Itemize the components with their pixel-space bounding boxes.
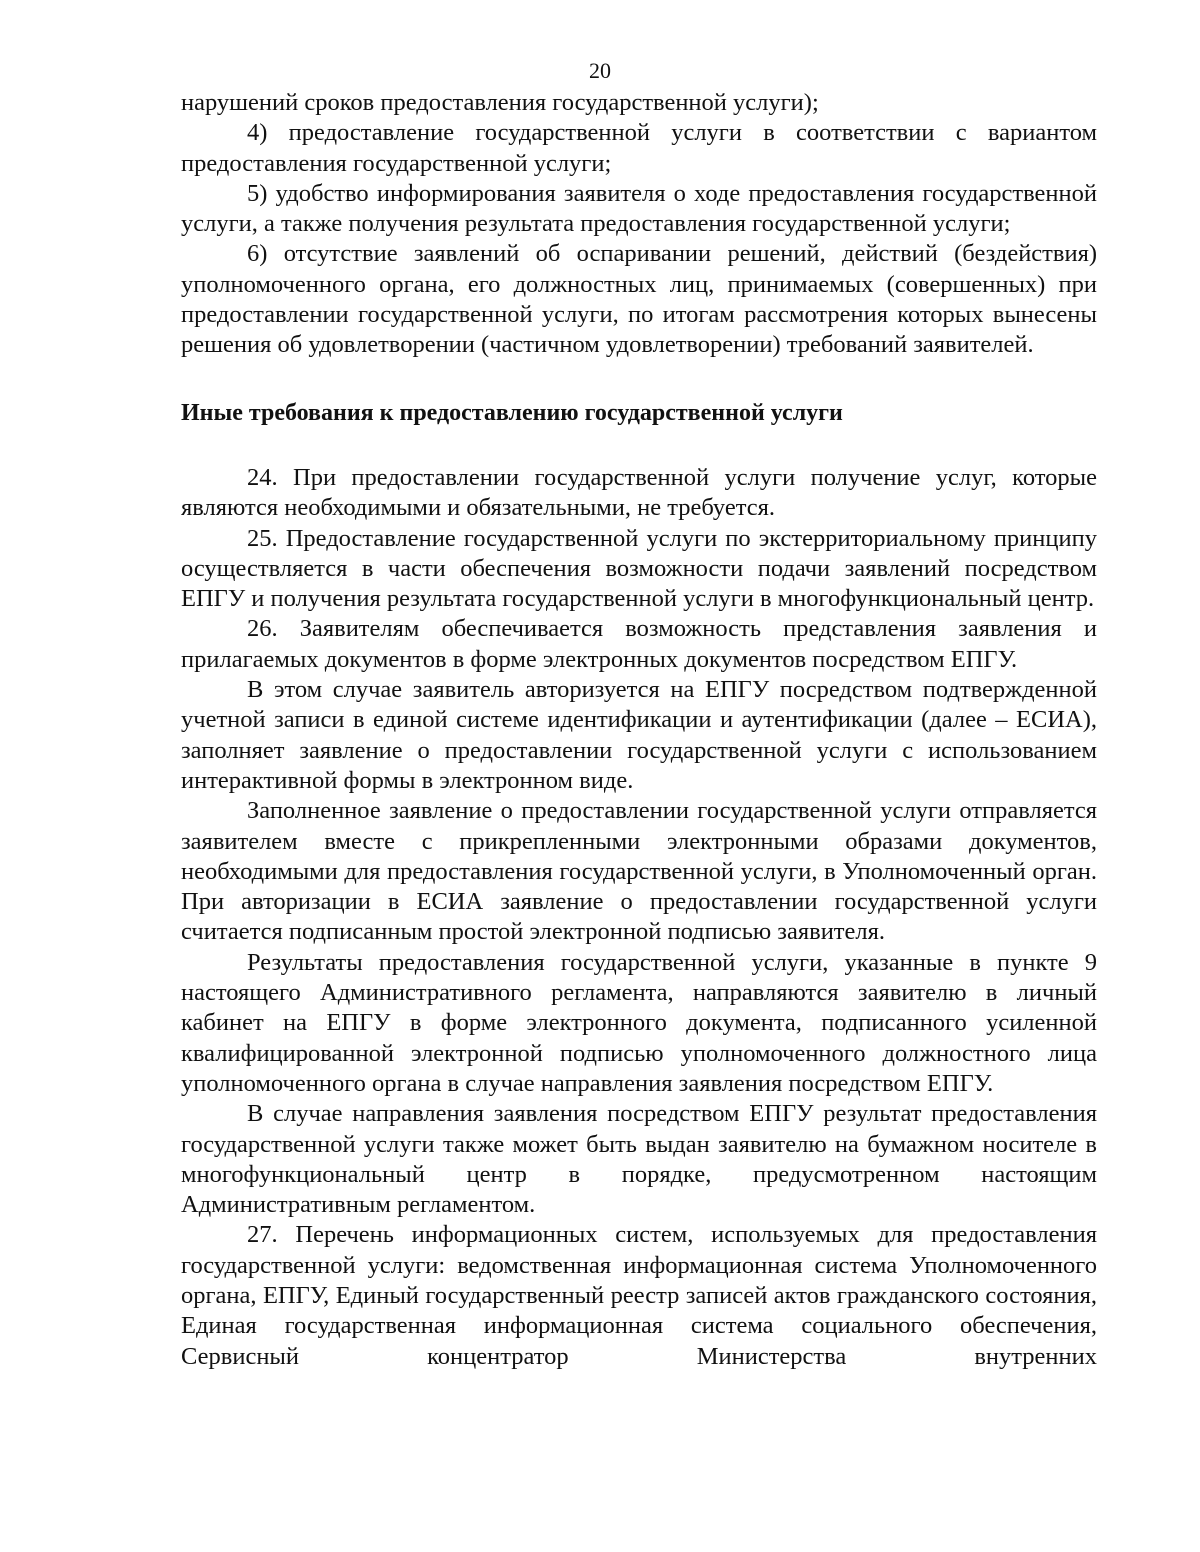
paragraph: нарушений сроков предоставления государственной услуги); (181, 89, 819, 116)
paragraph-continued: 27. Перечень информационных систем, используемых для предоставления государственной услуги: ведомственная информационная система Уполномоченного органа, ЕПГУ, Единый государственный реестр записей актов гражданского состояния, Единая государственная информационная система социального обеспечения, Сервисный концентратор Министерства внутренних (181, 1221, 1097, 1370)
paragraph: 5) удобство информирования заявителя о ходе предоставления государственной услуги, а также получения результата предоставления государственной услуги; (181, 179, 1097, 238)
paragraph: 25. Предоставление государственной услуги по экстерриториальному принципу осуществляется в части обеспечения возможности подачи заявлений посредством ЕПГУ и получения результата государственной услуги в многофункциональный центр. (181, 524, 1097, 613)
paragraph: 6) отсутствие заявлений об оспаривании решений, действий (бездействия) уполномоченного органа, его должностных лиц, принимаемых (совершенных) при предоставлении государственной услуги, по итогам рассмотрения которых вынесены решения об удовлетворении (частичном удовлетворении) требований заявителей. (181, 240, 1097, 359)
paragraph: В случае направления заявления посредством ЕПГУ результат предоставления государственной услуги также может быть выдан заявителю на бумажном носителе в многофункциональный центр в порядке, предусмотренном настоящим Административным регламентом. (181, 1100, 1097, 1219)
paragraph: 4) предоставление государственной услуги в соответствии с вариантом предоставления государственной услуги; (181, 119, 1097, 177)
document-body (181, 88, 1097, 1372)
page-number: 20 (589, 58, 611, 83)
paragraph: Результаты предоставления государственной услуги, указанные в пункте 9 настоящего Административного регламента, направляются заявителю в личный кабинет на ЕПГУ в форме электронного документа, подписанного усиленной квалифицированной электронной подписью уполномоченного должностного лица уполномоченного органа в случае направления заявления посредством ЕПГУ. (181, 948, 1097, 1097)
paragraph: В этом случае заявитель авторизуется на ЕПГУ посредством подтвержденной учетной записи в единой системе идентификации и аутентификации (далее – ЕСИА), заполняет заявление о предоставлении государственной услуги с использованием интерактивной формы в электронном виде. (181, 676, 1097, 794)
section-heading: Иные требования к предоставлению государственной услуги (181, 399, 843, 426)
paragraph: Заполненное заявление о предоставлении государственной услуги отправляется заявителем вместе с прикрепленными электронными образами документов, необходимыми для предоставления государственной услуги, в Уполномоченный орган. При авторизации в ЕСИА заявление о предоставлении государственной услуги считается подписанным простой электронной подписью заявителя. (181, 797, 1097, 946)
paragraph: 24. При предоставлении государственной услуги получение услуг, которые являются необходимыми и обязательными, не требуется. (181, 463, 1097, 522)
paragraph: 26. Заявителям обеспечивается возможность представления заявления и прилагаемых документов в форме электронных документов посредством ЕПГУ. (181, 615, 1097, 673)
